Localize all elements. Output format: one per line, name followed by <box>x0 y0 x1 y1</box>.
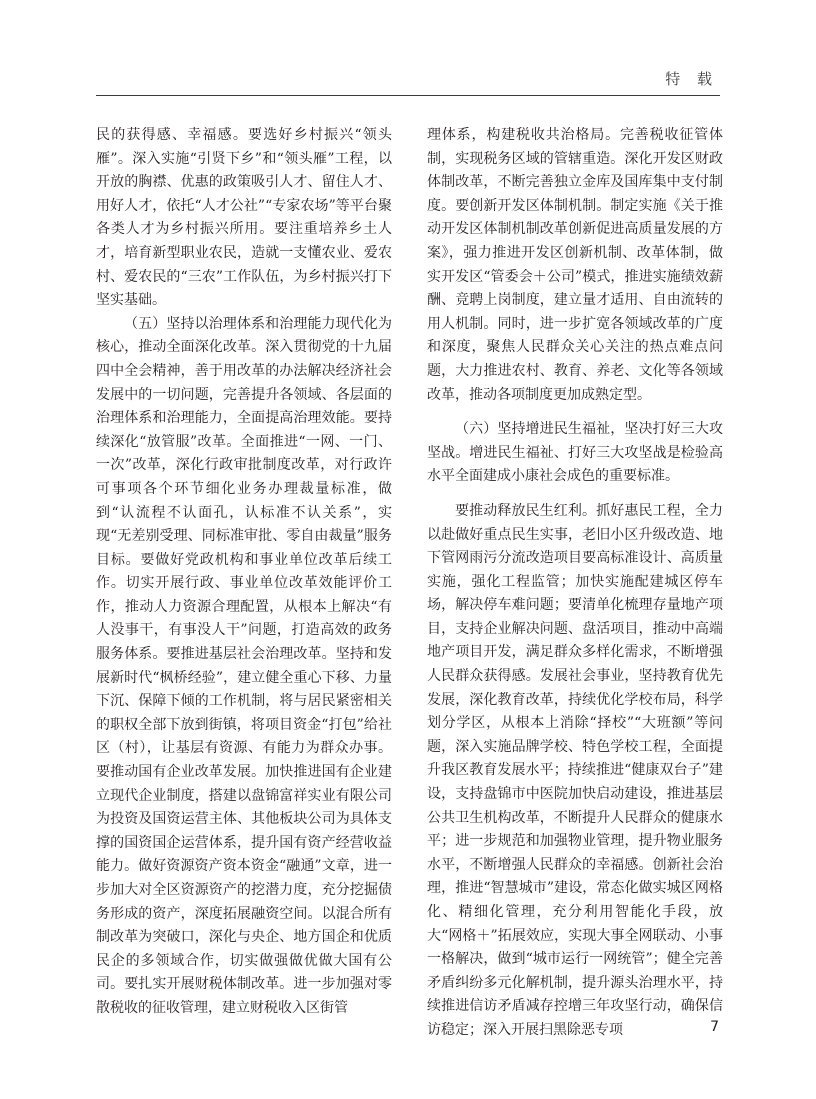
left-column <box>96 124 392 1021</box>
header-divider <box>96 95 720 96</box>
paragraph: （六）坚持增进民生福祉，坚决打好三大攻坚战。增进民生福祉、打好三大攻坚战是检验高水平全面建成小康社会成色的重要标准。 <box>427 421 723 485</box>
paragraph: 要推动释放民生红利。抓好惠民工程，全力以赴做好重点民生实事，老旧小区升级改造、地下管网雨污分流改造项目要高标准设计、高质量实施，强化工程监管；加快实施配建城区停车场，解决停车难问题；要清单化梳理存量地产项目，支持企业解决问题、盘活项目，推动中高端地产项目开发，满足群众多样化需求，不断增强人民群众获得感。发展社会事业，坚持教育优先发展，深化教育改革，持续优化学校布局，科学划分学区，从根本上消除“择校”“大班额”等问题，深入实施品牌学校、特色学校工程，全面提升我区教育发展水平；持续推进“健康双台子”建设，支持盘锦市中医院加快启动建设，推进基层公共卫生机构改革，不断提升人民群众的健康水平；进一步规范和加强物业管理，提升物业服务水平，不断增强人民群众的幸福感。创新社会治理，推进“智慧城市”建设，常态化做实城区网格化、精细化管理，充分利用智能化手段，放大“网格＋”拓展效应，实现大事全网联动、小事一格解决，做到“城市运行一网统管”；健全完善矛盾纠纷多元化解机制，提升源头治理水平，持续推进信访矛盾减存控增三年攻坚行动，确保信访稳定；深入开展扫黑除恶专项 <box>427 502 723 1038</box>
section-label: 特 载 <box>665 70 718 88</box>
page-number: 7 <box>710 1019 719 1035</box>
paragraph: 理体系，构建税收共治格局。完善税收征管体制，实现税务区域的管辖重造。深化开发区财政体制改革，不断完善独立金库及国库集中支付制度。要创新开发区体制机制。制定实施《关于推动开发区体制机制改革创新促进高质量发展的方案》，强力推进开发区创新机制、改革体制，做实开发区“管委会＋公司”模式，推进实施绩效薪酬、竞聘上岗制度，建立量才适用、自由流转的用人机制。同时，进一步扩宽各领域改革的广度和深度，聚焦人民群众关心关注的热点难点问题，大力推进农村、教育、养老、文化等各领域改革，推动各项制度更加成熟定型。 <box>427 127 723 403</box>
right-column <box>427 124 723 1043</box>
paragraph: （五）坚持以治理体系和治理能力现代化为核心，推动全面深化改革。深入贯彻党的十九届四中全会精神，善于用改革的办法解决经济社会发展中的一切问题，完善提升各领域、各层面的治理体系和治理能力，全面提高治理效能。要持续深化“放管服”改革。全面推进“一网、一门、一次”改革，深化行政审批制度改革，对行政许可事项各个环节细化业务办理裁量标准，做到“认流程不认面孔，认标准不认关系”，实现“无差别受理、同标准审批、零自由裁量”服务目标。要做好党政机构和事业单位改革后续工作。切实开展行政、事业单位改革效能评价工作，推动人力资源合理配置，从根本上解决“有人没事干，有事没人干”问题，打造高效的政务服务体系。要推进基层社会治理改革。坚持和发展新时代“枫桥经验”，建立健全重心下移、力量下沉、保障下倾的工作机制，将与居民紧密相关的职权全部下放到街镇，将项目资金“打包”给社区（村），让基层有资源、有能力为群众办事。要推动国有企业改革发展。加快推进国有企业建立现代企业制度，搭建以盘锦富祥实业有限公司为投资及国资运营主体、其他板块公司为具体支撑的国资国企运营体系，提升国有资产经营收益能力。做好资源资产资本资金“融通”文章，进一步加大对全区资源资产的挖潜力度，充分挖掘债务形成的资产，深度拓展融资空间。以混合所有制改革为突破口，深化与央企、地方国企和优质民企的多领域合作，切实做强做优做大国有公司。要扎实开展财税体制改革。进一步加强对零散税收的征收管理，建立财税收入区街管 <box>96 315 392 1016</box>
paragraph: 民的获得感、幸福感。要选好乡村振兴“领头雁”。深入实施“引贤下乡”和“领头雁”工程，以开放的胸襟、优惠的政策吸引人才、留住人才、用好人才，依托“人才公社”“专家农场”等平台聚各类人才为乡村振兴所用。要注重培养乡土人才，培育新型职业农民，造就一支懂农业、爱农村、爱农民的“三农”工作队伍，为乡村振兴打下坚实基础。 <box>96 127 392 309</box>
